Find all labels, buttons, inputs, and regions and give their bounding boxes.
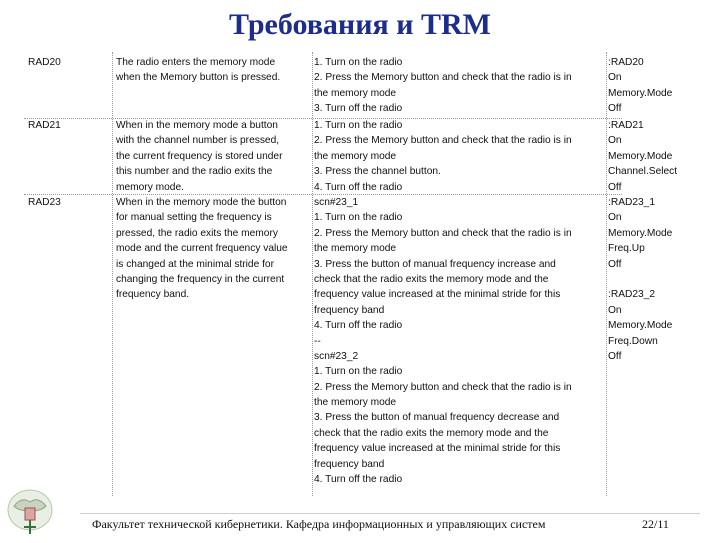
test-steps: scn#23_1 1. Turn on the radio 2. Press the Memory button and check that the radio is in the memory mode 3. Press the button of manual frequency increase and check that the radio exits the memory mode and the frequency value increased at the minimal stride for this frequency band 4. Turn off the radio -- scn#23_2 1. Turn on the radio 2. Press the Memory button and check that the radio is in the memory mode 3. Press the button of manual frequency decrease and check that the radio exits the memory mode and the frequency value increased at the minimal stride for this frequency band 4. Turn off the radio — [314, 197, 572, 486]
test-steps: 1. Turn on the radio 2. Press the Memory button and check that the radio is in the memory mode 3. Press the channel button. 4. Turn off the radio — [314, 120, 572, 193]
trm-code: :RAD20 On Memory.Mode Off — [608, 57, 673, 115]
page-title: Требования и TRM — [228, 8, 491, 41]
requirement-id: RAD21 — [28, 120, 61, 131]
requirement-id: RAD23 — [28, 197, 61, 208]
requirement-description: When in the memory mode a button with the channel number is pressed, the current frequency is stored under this number and the radio exits the memory mode. — [116, 120, 283, 193]
requirement-description: The radio enters the memory mode when the Memory button is pressed. — [116, 57, 281, 84]
test-steps: 1. Turn on the radio 2. Press the Memory button and check that the radio is in the memory mode 3. Turn off the radio — [314, 57, 572, 115]
requirement-id: RAD20 — [28, 57, 61, 68]
page-number: 22/11 — [642, 517, 669, 531]
trm-code: :RAD21 On Memory.Mode Channel.Select Off — [608, 120, 678, 193]
requirements-table — [24, 52, 678, 496]
footer-rule — [80, 513, 700, 514]
trm-code: :RAD23_1 On Memory.Mode Freq.Up Off :RAD23_2 On Memory.Mode Freq.Down Off — [608, 197, 673, 362]
emblem-icon — [4, 486, 56, 538]
footer-text: Факультет технической кибернетики. Кафедра информационных и управляющих систем — [92, 517, 546, 531]
requirement-description: When in the memory mode the button for manual setting the frequency is pressed, the radio exits the memory mode and the current frequency value is changed at the minimal stride for changing the frequency in the current frequency band. — [116, 197, 288, 301]
